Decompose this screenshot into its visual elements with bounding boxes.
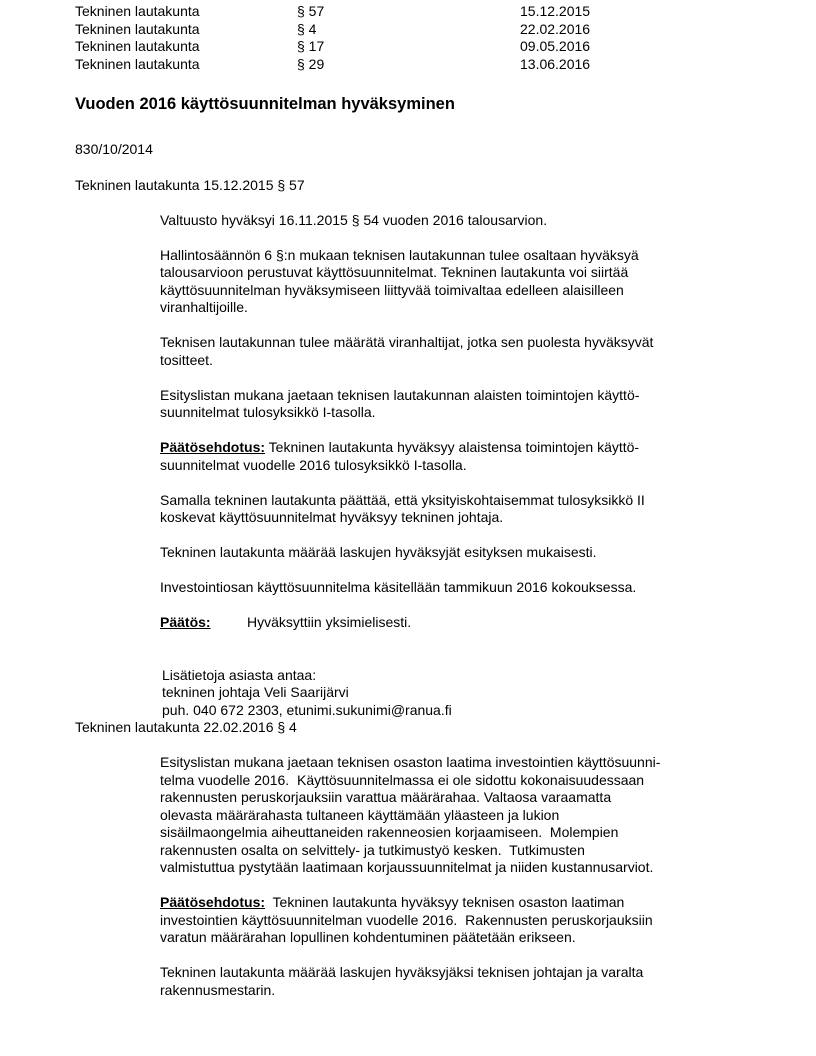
text-line: Samalla tekninen lautakunta päättää, että yksityiskohtaisemmat tulosyksikkö II [160, 491, 645, 508]
text-line: viranhaltijoille. [160, 299, 248, 315]
text-line: Esityslistan mukana jaetaan teknisen osaston laatima investointien käyttösuunni- [160, 754, 661, 770]
paragraph [160, 579, 816, 597]
text-line: Lisätietoja asiasta antaa: [162, 666, 317, 683]
text-line: tekninen johtaja Veli Saarijärvi [162, 684, 349, 700]
text-line: koskevat käyttösuunnitelmat hyväksyy tekninen johtaja. [160, 509, 504, 525]
text-line [160, 439, 816, 457]
proposal-label: Päätösehdotus: [160, 439, 266, 455]
section-number: § 57 [297, 3, 325, 19]
text-line: tositteet. [160, 351, 213, 368]
text-line: talousarvioon perustuvat käyttösuunnitelmat. Tekninen lautakunta voi siirtää [160, 264, 629, 280]
paragraph [160, 754, 816, 877]
meeting-date: 15.12.2015 [520, 3, 591, 19]
paragraph [160, 544, 816, 562]
table-row [75, 56, 816, 74]
decision-label [160, 614, 247, 632]
text-line: Hallintosäännön 6 §:n mukaan teknisen lautakunnan tulee osaltaan hyväksyä [160, 246, 639, 263]
meeting-date: 09.05.2016 [520, 38, 591, 54]
text-line: suunnitelmat vuodelle 2016 tulosyksikkö I-tasolla. [160, 456, 467, 473]
decision-proposal-paragraph [160, 439, 816, 474]
text-line: investointien käyttösuunnitelman vuodelle 2016. Rakennusten peruskorjauksiin [160, 911, 653, 928]
meeting-date: 22.02.2016 [520, 20, 591, 37]
document-title: Vuoden 2016 käyttösuunnitelman hyväksyminen [75, 95, 455, 113]
proposal-text: Tekninen lautakunta hyväksyy alaistensa toimintojen käyttö- [265, 439, 640, 455]
text-line: olevasta määrärahasta tultaneen käyttämään yläasteen ja lukion [160, 806, 560, 823]
table-row [75, 3, 816, 21]
text-line [160, 614, 816, 632]
header-table [0, 3, 816, 73]
decision-proposal-paragraph [160, 894, 816, 947]
text-line: Investointiosan käyttösuunnitelma käsitellään tammikuun 2016 kokouksessa. [160, 579, 637, 595]
decision-label-text: Päätös: [160, 614, 211, 630]
committee-name: Tekninen lautakunta [75, 20, 200, 37]
table-row [75, 38, 816, 56]
contact-info [162, 667, 816, 720]
section-heading: Tekninen lautakunta 22.02.2016 § 4 [75, 719, 297, 735]
case-number: 830/10/2014 [75, 141, 153, 157]
text-line: suunnitelmat tulosyksikkö I-tasolla. [160, 404, 376, 420]
committee-name: Tekninen lautakunta [75, 38, 200, 54]
paragraph [160, 334, 816, 369]
text-line [160, 894, 816, 912]
text-line: rakennusten peruskorjauksiin varattua määrärahaa. Valtaosa varaamatta [160, 789, 612, 805]
proposal-label: Päätösehdotus: [160, 894, 266, 910]
text-line: sisäilmaongelmia aiheuttaneiden rakenneosien korjaamiseen. Molempien [160, 824, 619, 840]
document-section [0, 719, 816, 999]
decision-line [160, 614, 816, 632]
text-line: Teknisen lautakunnan tulee määrätä viranhaltijat, jotka sen puolesta hyväksyvät [160, 334, 654, 350]
document-body [0, 177, 816, 1000]
text-line: Valtuusto hyväksyi 16.11.2015 § 54 vuoden 2016 talousarvion. [160, 211, 548, 228]
text-line: puh. 040 672 2303, etunimi.sukunimi@ranua.fi [162, 701, 452, 718]
text-line: Tekninen lautakunta määrää laskujen hyväksyjäksi teknisen johtajan ja varalta [160, 964, 644, 980]
proposal-text: Tekninen lautakunta hyväksyy teknisen osaston laatiman [265, 894, 625, 910]
committee-name: Tekninen lautakunta [75, 3, 200, 19]
paragraph [160, 964, 816, 999]
section-number: § 4 [297, 20, 317, 37]
text-line: Esityslistan mukana jaetaan teknisen lautakunnan alaisten toimintojen käyttö- [160, 386, 640, 403]
table-row [75, 21, 816, 39]
text-line: rakennusmestarin. [160, 981, 276, 998]
section-number: § 17 [297, 38, 325, 54]
decision-text: Hyväksyttiin yksimielisesti. [247, 614, 412, 630]
paragraph [160, 212, 816, 230]
text-line: telma vuodelle 2016. Käyttösuunnitelmassa ei ole sidottu kokonaisuudessaan [160, 771, 645, 788]
section-number: § 29 [297, 55, 325, 72]
meeting-date: 13.06.2016 [520, 55, 591, 72]
text-line: valmistuttua pystytään laatimaan korjaussuunnitelmat ja niiden kustannusarviot. [160, 859, 654, 875]
text-line: Tekninen lautakunta määrää laskujen hyväksyjät esityksen mukaisesti. [160, 544, 597, 560]
text-line: varatun määrärahan lopullinen kohdentuminen päätetään erikseen. [160, 929, 576, 945]
paragraph [160, 492, 816, 527]
committee-name: Tekninen lautakunta [75, 55, 200, 72]
paragraph [160, 247, 816, 317]
section-heading: Tekninen lautakunta 15.12.2015 § 57 [75, 176, 305, 193]
text-line: rakennusten osalta on selvittely- ja tutkimustyö kesken. Tutkimusten [160, 841, 585, 858]
paragraph [160, 387, 816, 422]
text-line: käyttösuunnitelman hyväksymiseen liittyvää toimivaltaa edelleen alaisilleen [160, 281, 624, 298]
document-section [0, 177, 816, 720]
